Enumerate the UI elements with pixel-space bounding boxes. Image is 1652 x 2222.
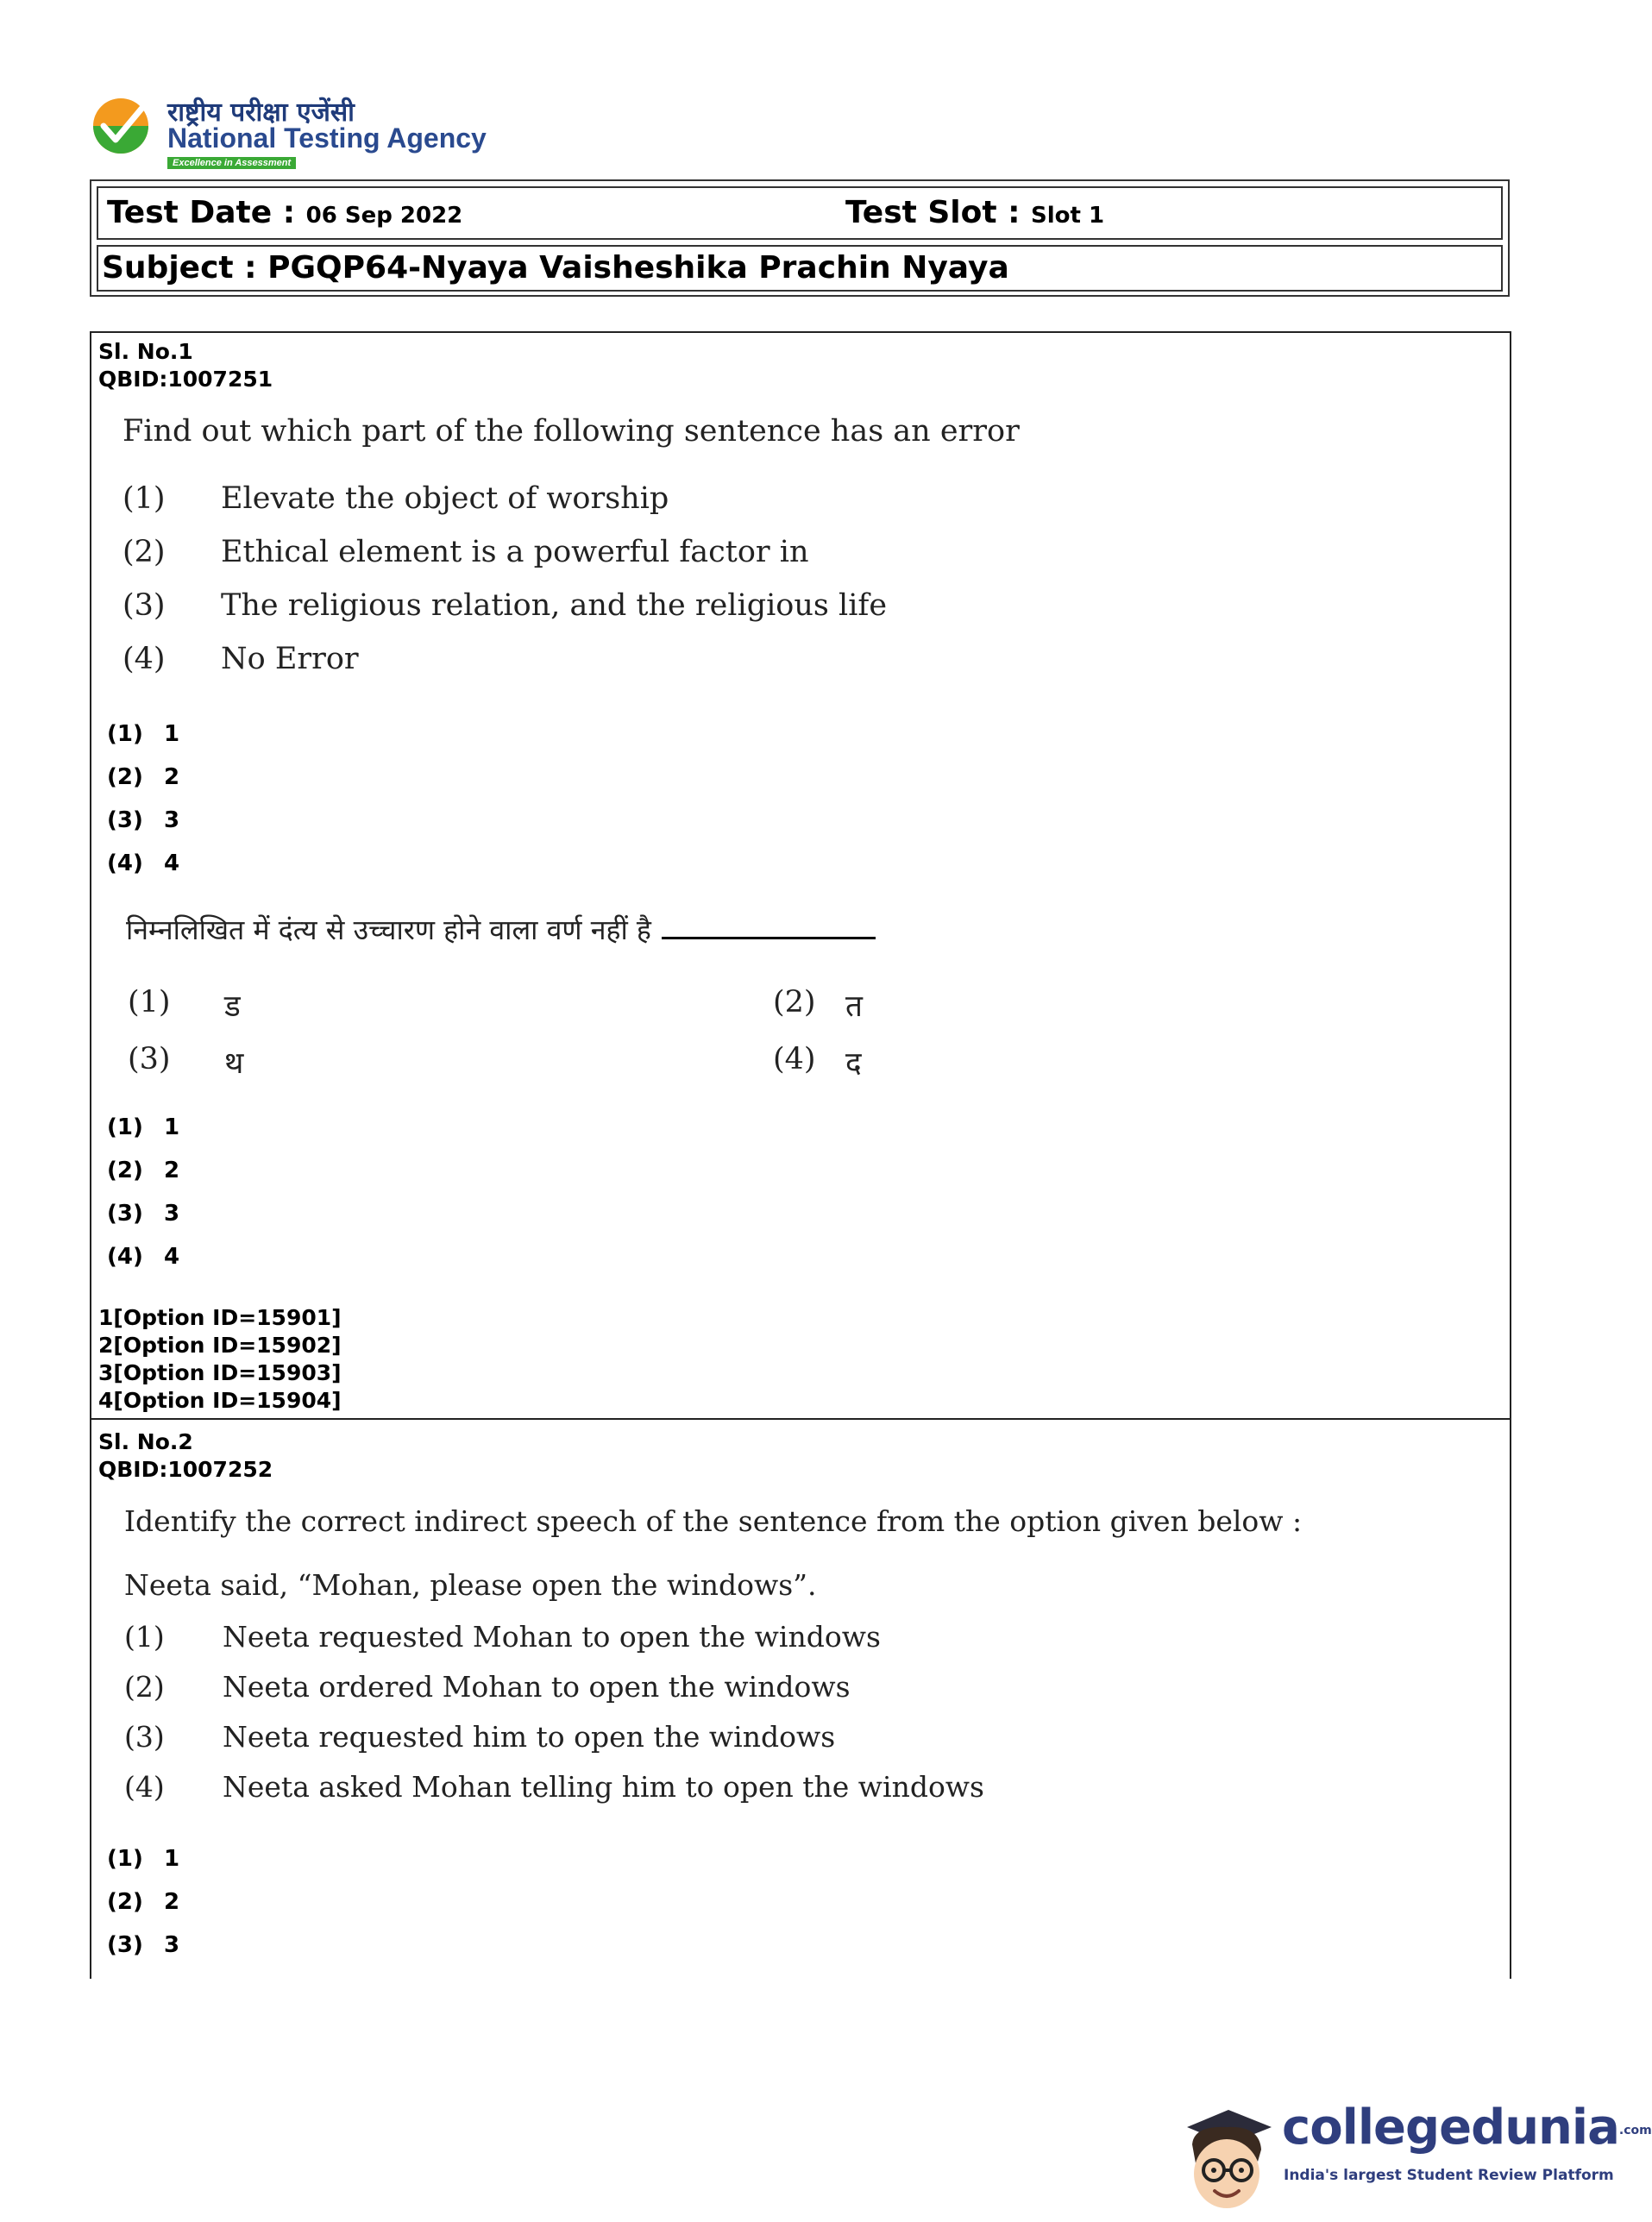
- option-text: त: [845, 989, 863, 1024]
- nta-check-icon: [91, 97, 150, 155]
- answer-choice[interactable]: (2) 2: [107, 1889, 180, 1915]
- test-info-row: [97, 186, 1503, 240]
- answer-choice[interactable]: (3) 3: [107, 1201, 180, 1227]
- test-slot-label: Test Slot :: [845, 195, 1021, 230]
- option-number: (2): [773, 985, 816, 1020]
- test-slot: [845, 195, 1104, 230]
- option-text: Neeta requested him to open the windows: [223, 1720, 836, 1754]
- option-number: (2): [124, 1670, 165, 1704]
- question-2-subtext: Neeta said, “Mohan, please open the windows”.: [124, 1568, 817, 1602]
- option-number: (4): [122, 642, 166, 676]
- collegedunia-brand: collegedunia.com: [1282, 2100, 1652, 2156]
- test-header: [90, 179, 1510, 297]
- option-id: 1[Option ID=15901]: [98, 1305, 342, 1330]
- answer-choice[interactable]: (1) 1: [107, 721, 180, 747]
- answer-choice[interactable]: (1) 1: [107, 1114, 180, 1140]
- qbid: QBID:1007252: [98, 1457, 273, 1482]
- nta-logo: [91, 93, 506, 176]
- answer-choice[interactable]: (3) 3: [107, 1932, 180, 1958]
- collegedunia-tagline: India's largest Student Review Platform: [1284, 2167, 1614, 2184]
- option-text: Ethical element is a powerful factor in: [221, 535, 809, 569]
- nta-tagline: Excellence in Assessment: [167, 157, 296, 169]
- nta-hindi-name: राष्ट्रीय परीक्षा एजेंसी: [167, 97, 355, 128]
- option-number: (4): [124, 1770, 165, 1804]
- option-number: (3): [124, 1720, 165, 1754]
- answer-choice[interactable]: (4) 4: [107, 851, 180, 876]
- option-text: No Error: [221, 642, 359, 676]
- question-1-text: Find out which part of the following sentence has an error: [122, 414, 1020, 449]
- option-text: ड: [224, 989, 241, 1024]
- option-number: (1): [124, 1620, 165, 1654]
- option-text: The religious relation, and the religious life: [221, 588, 888, 623]
- nta-english-name: National Testing Agency: [167, 122, 487, 154]
- option-number: (1): [128, 985, 171, 1020]
- question-1-meta: [98, 338, 273, 393]
- question-2-meta: [98, 1428, 273, 1484]
- student-mascot-icon: [1175, 2101, 1277, 2215]
- hindi-question-text: निम्नलिखित में दंत्य से उच्चारण होने वाला वर्ण नहीं है: [126, 911, 876, 948]
- option-text: Elevate the object of worship: [221, 481, 669, 516]
- question-divider: [90, 1418, 1511, 1420]
- option-number: (3): [128, 1042, 171, 1076]
- option-number: (1): [122, 481, 166, 516]
- sl-no: Sl. No.1: [98, 339, 193, 364]
- option-text: थ: [224, 1046, 244, 1081]
- option-id-list: [98, 1304, 342, 1415]
- test-date-label: Test Date :: [107, 195, 296, 230]
- option-number: (2): [122, 535, 166, 569]
- test-slot-value: Slot 1: [1031, 203, 1105, 229]
- option-id: 3[Option ID=15903]: [98, 1360, 342, 1385]
- question-2-text: Identify the correct indirect speech of the sentence from the option given below :: [124, 1504, 1303, 1538]
- subject-title: Subject : PGQP64-Nyaya Vaisheshika Prachin Nyaya: [102, 250, 1009, 286]
- answer-blank: [662, 914, 876, 939]
- option-text: Neeta asked Mohan telling him to open the windows: [223, 1770, 984, 1804]
- qbid: QBID:1007251: [98, 367, 273, 392]
- option-text: Neeta ordered Mohan to open the windows: [223, 1670, 851, 1704]
- answer-choice[interactable]: (2) 2: [107, 1158, 180, 1183]
- sl-no: Sl. No.2: [98, 1429, 193, 1454]
- answer-choice[interactable]: (4) 4: [107, 1244, 180, 1270]
- option-text: द: [845, 1046, 862, 1081]
- answer-choice[interactable]: (1) 1: [107, 1846, 180, 1872]
- option-number: (4): [773, 1042, 816, 1076]
- test-date: [107, 195, 462, 230]
- option-id: 2[Option ID=15902]: [98, 1333, 342, 1358]
- test-date-value: 06 Sep 2022: [305, 203, 463, 229]
- collegedunia-logo: [1175, 2098, 1652, 2219]
- option-id: 4[Option ID=15904]: [98, 1388, 342, 1413]
- option-number: (3): [122, 588, 166, 623]
- answer-choice[interactable]: (2) 2: [107, 764, 180, 790]
- subject-row: [97, 245, 1503, 292]
- option-text: Neeta requested Mohan to open the windows: [223, 1620, 881, 1654]
- answer-choice[interactable]: (3) 3: [107, 807, 180, 833]
